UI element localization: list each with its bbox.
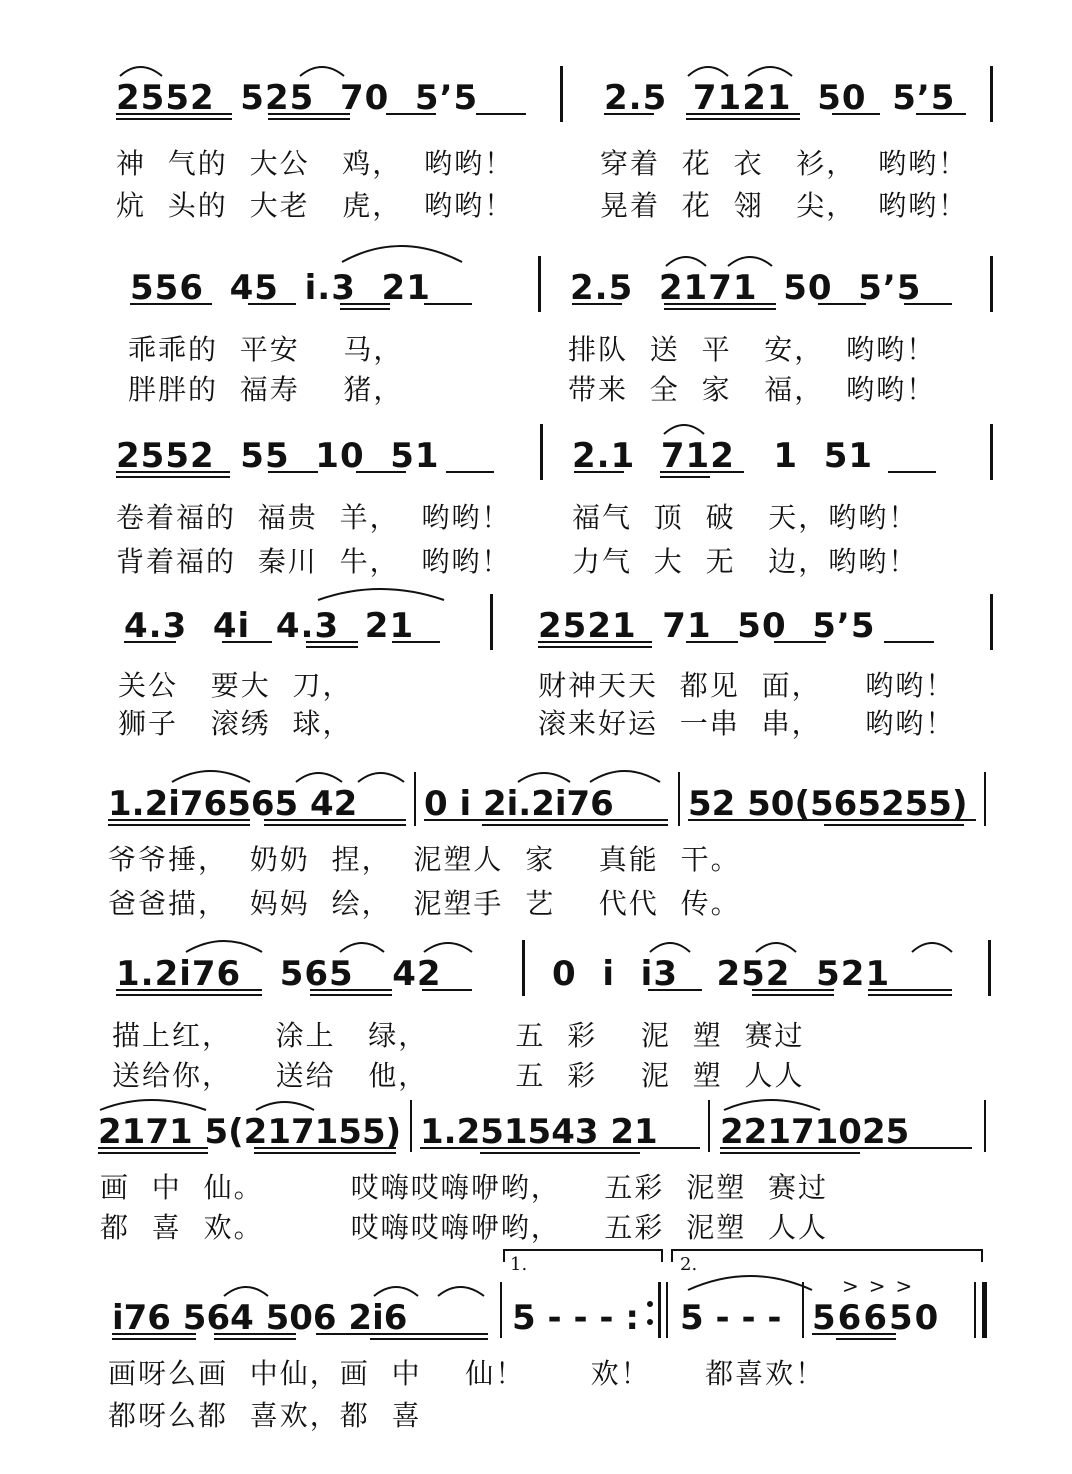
barline (708, 1100, 710, 1152)
notes-s7-m2: 1.251543 21 (420, 1112, 658, 1152)
notes-s5-m2: 0 i 2i.2i76 (424, 784, 614, 824)
slur (748, 67, 792, 76)
volta-1-label: 1. (510, 1254, 528, 1275)
notes-s6-m2: 0 i i3 252 521 (552, 954, 891, 994)
barline (500, 1282, 502, 1338)
repeat-barline (658, 1282, 661, 1338)
barline (560, 66, 563, 122)
lyric-s2-v2-b: 带来 全 家 福， 哟哟！ (568, 373, 937, 406)
barline (990, 594, 993, 650)
barline (990, 66, 993, 122)
slur (912, 943, 952, 952)
slur (724, 1100, 820, 1110)
notes-s8-final: 56650 (812, 1298, 941, 1338)
slur (100, 1100, 206, 1110)
lyric-s6-v1: 描上红， 涂上 绿， 五 彩 泥 塑 赛过 (112, 1019, 805, 1052)
slur (172, 771, 250, 782)
repeat-barline (666, 1282, 668, 1338)
lyric-s1-v1-b: 穿着 花 衣 衫， 哟哟！ (600, 147, 969, 180)
barline (414, 772, 416, 826)
lyric-s1-v1-a: 神 气的 大公 鸡， 哟哟！ (116, 147, 515, 180)
lyric-s2-v2-a: 胖胖的 福寿 猪， (128, 373, 404, 406)
slur (688, 1276, 812, 1290)
slur (342, 246, 462, 262)
barline (540, 424, 543, 480)
final-barline (982, 1282, 987, 1338)
notes-s7-m3: 22171025 (720, 1112, 910, 1152)
accent-marks: >>> (842, 1274, 923, 1298)
barline (490, 594, 493, 650)
final-barline (974, 1282, 976, 1338)
notes-s4-m1: 4.3 4i 4.3 21 (124, 606, 415, 646)
notes-s8-m1: i76 564 506 2i6 (112, 1298, 408, 1338)
lyric-s4-v1-b: 财神天天 都见 面， 哟哟！ (538, 669, 956, 702)
notes-s7-m1: 2171 5(217155) (98, 1112, 402, 1152)
lyric-s2-v1-b: 排队 送 平 安， 哟哟！ (568, 333, 937, 366)
volta-2-bracket (672, 1250, 982, 1262)
slur (666, 257, 706, 266)
slur (256, 1102, 314, 1110)
lyric-s1-v2-a: 炕 头的 大老 虎， 哟哟！ (116, 189, 515, 222)
lyric-s6-v2: 送给你， 送给 他， 五 彩 泥 塑 人人 (112, 1059, 805, 1092)
slur (300, 67, 344, 76)
lyric-s3-v2-b: 力气 大 无 边，哟哟！ (572, 545, 919, 578)
notes-s6-m1: 1.2i76 565 42 (116, 954, 442, 994)
notes-s2-m1: 556 45 i.3 21 (130, 268, 431, 308)
slur (438, 1287, 484, 1296)
volta-2-label: 2. (680, 1254, 698, 1275)
notes-s3-m1: 2552 55 10 51 (116, 436, 440, 476)
barline (802, 1282, 804, 1338)
lyric-s8-v1: 画呀么画 中仙，画 中 仙！ 欢！ 都喜欢！ (108, 1357, 826, 1390)
volta-1-bracket (504, 1250, 662, 1262)
barline (678, 772, 680, 826)
barline (990, 424, 993, 480)
notes-s8-volta1: 5 - - - : (512, 1298, 639, 1338)
slur (224, 1287, 268, 1296)
slur (296, 773, 342, 782)
lyric-s4-v1-a: 关公 要大 刀， (118, 669, 353, 702)
lyric-s1-v2-b: 晃着 花 翎 尖， 哟哟！ (600, 189, 969, 222)
lyric-s7-v1: 画 中 仙。 哎嗨哎嗨咿哟， 五彩 泥塑 赛过 (100, 1171, 829, 1204)
slur (728, 257, 772, 266)
notes-s1-m2: 2.5 7121 50 5ʼ5 (604, 78, 956, 118)
lyric-s8-v2: 都呀么都 喜欢，都 喜 (108, 1399, 422, 1432)
lyric-s5-v2: 爸爸描， 妈妈 绘， 泥塑手 艺 代代 传。 (108, 887, 741, 920)
slur (340, 943, 384, 952)
barline (984, 772, 986, 826)
lyric-s4-v2-a: 狮子 滚绣 球， (118, 707, 353, 740)
lyric-s4-v2-b: 滚来好运 一串 串， 哟哟！ (538, 707, 956, 740)
slur (318, 589, 444, 600)
slur (688, 67, 728, 76)
notes-s3-m2: 2.1 712 1 51 (572, 436, 874, 476)
lyric-s3-v2-a: 背着福的 秦川 牛， 哟哟！ (116, 545, 512, 578)
slur (650, 943, 690, 952)
lyric-s3-v1-b: 福气 顶 破 天，哟哟！ (572, 501, 919, 534)
slur (186, 941, 262, 952)
barline (522, 940, 525, 996)
slur (358, 773, 404, 782)
lyric-s3-v1-a: 卷着福的 福贵 羊， 哟哟！ (116, 501, 512, 534)
notes-s8-volta2: 5 - - - (680, 1298, 782, 1338)
slur (664, 425, 704, 434)
slur (120, 67, 162, 76)
notes-s5-m3: 52 50(565255) (688, 784, 968, 824)
slur (374, 1287, 418, 1296)
lyric-s7-v2: 都 喜 欢。 哎嗨哎嗨咿哟， 五彩 泥塑 人人 (100, 1211, 829, 1244)
barline (538, 256, 541, 312)
slur (590, 771, 660, 782)
barline (990, 256, 993, 312)
lyric-s2-v1-a: 乖乖的 平安 马， (128, 333, 404, 366)
barline (410, 1100, 412, 1152)
lyric-s5-v1: 爷爷捶， 奶奶 捏， 泥塑人 家 真能 干。 (108, 843, 741, 876)
barline (984, 1100, 986, 1152)
slur (424, 943, 472, 952)
notes-s1-m1: 2552 525 70 5ʼ5 (116, 78, 479, 118)
barline (988, 940, 991, 996)
notes-s2-m2: 2.5 2171 50 5ʼ5 (570, 268, 922, 308)
notes-s5-m1: 1.2i76565 42 (108, 784, 358, 824)
slur (518, 773, 570, 782)
notes-s4-m2: 2521 71 50 5ʼ5 (538, 606, 876, 646)
slur (756, 943, 796, 952)
